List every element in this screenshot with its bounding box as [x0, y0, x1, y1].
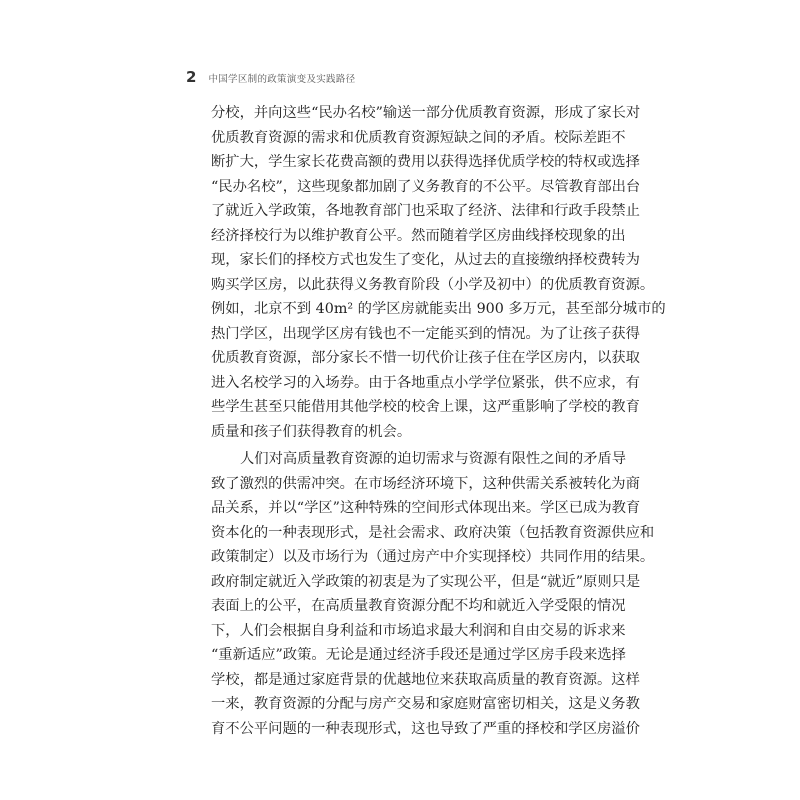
paragraph-2: [211, 447, 655, 741]
body-text: [211, 101, 666, 741]
text-line: 购买学区房，以此获得义务教育阶段（小学及初中）的优质教育资源。: [211, 276, 655, 293]
page-header: [186, 68, 355, 86]
text-line: 学校，都是通过家庭背景的优越地位来获取高质量的教育资源。这样: [211, 671, 640, 688]
text-line: 断扩大，学生家长花费高额的费用以获得选择优质学校的特权或选择: [211, 154, 640, 170]
text-line: 品关系，并以“学区”这种特殊的空间形式体现出来。学区已成为教育: [211, 500, 641, 516]
text-line: 分校，并向这些“民办名校”输送一部分优质教育资源，形成了家长对: [211, 105, 641, 121]
page-number: 2: [186, 68, 197, 86]
text-line: 优质教育资源，部分家长不惜一切代价让孩子住在学区房内，以获取: [211, 350, 640, 366]
text-line: 了就近入学政策，各地教育部门也采取了经济、法律和行政手段禁止: [211, 203, 640, 219]
text-line: “民办名校”，这些现象都加剧了义务教育的不公平。尽管教育部出台: [211, 178, 641, 195]
text-line: 热门学区，出现学区房有钱也不一定能买到的情况。为了让孩子获得: [211, 325, 640, 342]
text-line: 致了激烈的供需冲突。在市场经济环境下，这种供需关系被转化为商: [211, 475, 640, 492]
paragraph-1: [211, 101, 666, 444]
text-line: 育不公平问题的一种表现形式，这也导致了严重的择校和学区房溢价: [211, 720, 640, 737]
text-line: “重新适应”政策。无论是通过经济手段还是通过学区房手段来选择: [211, 647, 626, 663]
text-line: 下，人们会根据自身利益和市场追求最大利润和自由交易的诉求来: [211, 622, 626, 639]
text-line: 例如，北京不到 40m² 的学区房就能卖出 900 多万元，甚至部分城市的: [211, 301, 666, 317]
text-line: 人们对高质量教育资源的迫切需求与资源有限性之间的矛盾导: [240, 451, 627, 467]
text-line: 表面上的公平，在高质量教育资源分配不均和就近入学受限的情况: [211, 598, 626, 614]
text-line: 一来，教育资源的分配与房产交易和家庭财富密切相关，这是义务教: [211, 696, 640, 712]
text-line: 资本化的一种表现形式，是社会需求、政府决策（包括教育资源供应和: [211, 524, 655, 541]
text-line: 些学生甚至只能借用其他学校的校舍上课，这严重影响了学校的教育: [211, 399, 640, 415]
text-line: 优质教育资源的需求和优质教育资源短缺之间的矛盾。校际差距不: [211, 129, 626, 146]
running-title: 中国学区制的政策演变及实践路径: [208, 74, 356, 85]
text-line: 质量和孩子们获得教育的机会。: [211, 423, 412, 440]
text-line: 现，家长们的择校方式也发生了变化，从过去的直接缴纳择校费转为: [211, 252, 640, 268]
text-line: 经济择校行为以维护教育公平。然而随着学区房曲线择校现象的出: [211, 227, 626, 244]
text-line: 政策制定）以及市场行为（通过房产中介实现择校）共同作用的结果。: [211, 549, 655, 565]
text-line: 政府制定就近入学政策的初衷是为了实现公平，但是“就近”原则只是: [211, 573, 641, 590]
text-line: 进入名校学习的入场券。由于各地重点小学学位紧张，供不应求，有: [211, 374, 640, 391]
